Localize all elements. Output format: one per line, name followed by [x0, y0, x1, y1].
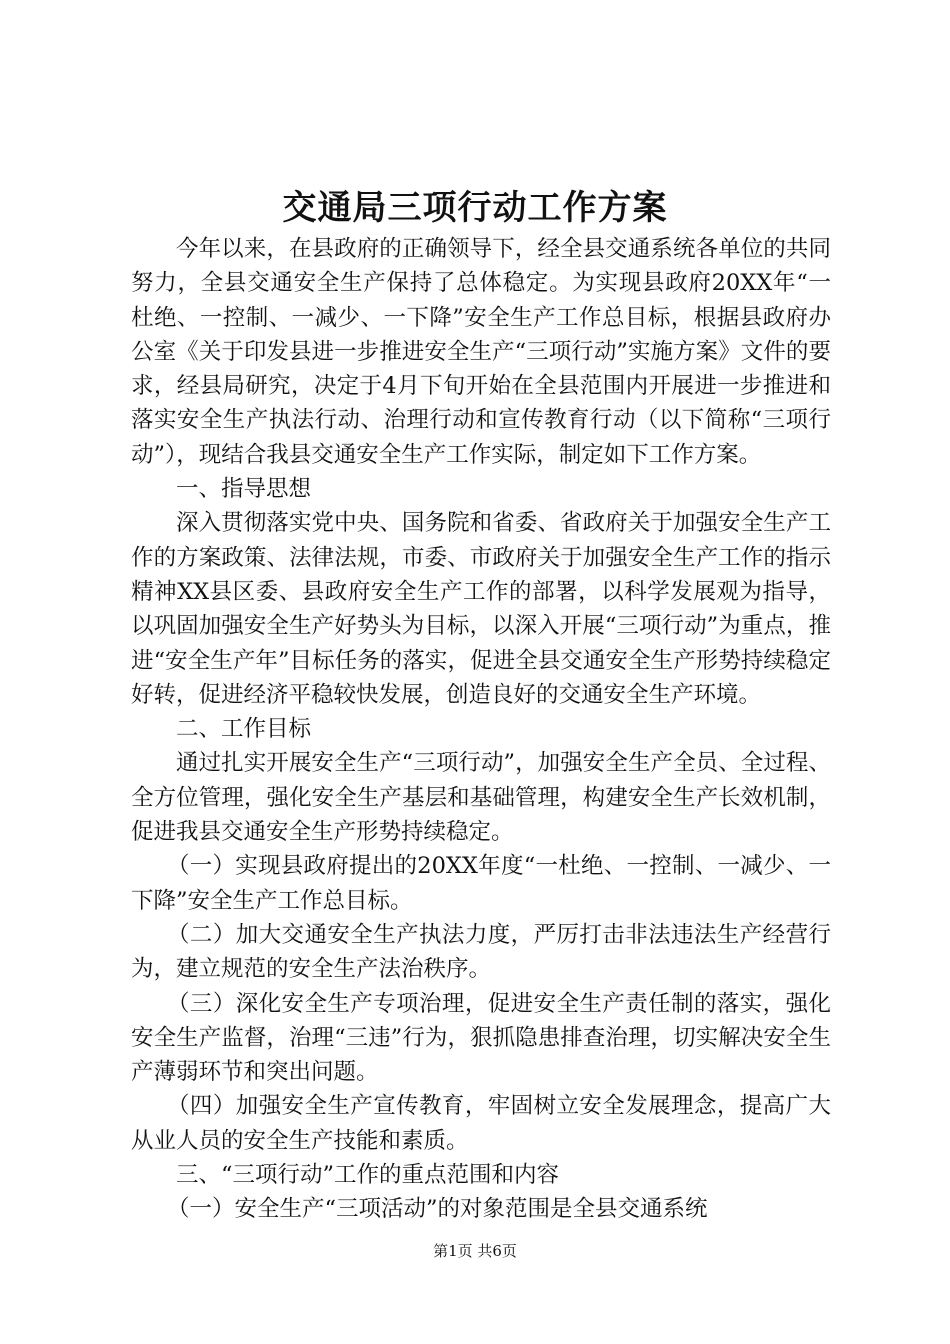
work-goals-paragraph: 通过扎实开展安全生产“三项行动”，加强安全生产全员、全过程、全方位管理，强化安全生产基层和基础管理，构建安全生产长效机制，促进我县交通安全生产形势持续稳定。	[131, 750, 831, 846]
goal-item-3: （三）深化安全生产专项治理，促进安全生产责任制的落实，强化安全生产监督，治理“三违”行为，狠抓隐患排查治理，切实解决安全生产薄弱环节和突出问题。	[131, 990, 831, 1086]
scope-item-1: （一）安全生产“三项活动”的对象范围是全县交通系统	[167, 1196, 708, 1223]
page-footer: 第1页 共6页	[433, 1242, 517, 1260]
goal-item-1: （一）实现县政府提出的20XX年度“一杜绝、一控制、一减少、一下降”安全生产工作总目标。	[131, 853, 831, 914]
document-title: 交通局三项行动工作方案	[282, 188, 668, 228]
goal-item-2: （二）加大交通安全生产执法力度，严厉打击非法违法生产经营行为，建立规范的安全生产法治秩序。	[131, 921, 831, 983]
guiding-ideology-paragraph: 深入贯彻落实党中央、国务院和省委、省政府关于加强安全生产工作的方案政策、法律法规，市委、市政府关于加强安全生产工作的指示精神XX县区委、县政府安全生产工作的部署，以科学发展观为指导，以巩固加强安全生产好势头为目标，以深入开展“三项行动”为重点，推进“安全生产年”目标任务的落实，促进全县交通安全生产形势持续稳定好转，促进经济平稳较快发展，创造良好的交通安全生产环境。	[131, 510, 831, 708]
section-heading-work-goals: 二、工作目标	[176, 716, 312, 743]
goal-item-4: （四）加强安全生产宣传教育，牢固树立安全发展理念，提高广大从业人员的安全生产技能和素质。	[131, 1093, 831, 1154]
section-heading-guiding-ideology: 一、指导思想	[176, 476, 312, 503]
section-heading-scope-content: 三、“三项行动”工作的重点范围和内容	[176, 1162, 560, 1189]
document-body	[131, 232, 831, 1227]
intro-paragraph: 今年以来，在县政府的正确领导下，经全县交通系统各单位的共同努力，全县交通安全生产保持了总体稳定。为实现县政府20XX年“一杜绝、一控制、一减少、一下降”安全生产工作总目标，根据县政府办公室《关于印发县进一步推进安全生产“三项行动”实施方案》文件的要求，经县局研究，决定于4月下旬开始在全县范围内开展进一步推进和落实安全生产执法行动、治理行动和宣传教育行动（以下简称“三项行动”），现结合我县交通安全生产工作实际，制定如下工作方案。	[131, 236, 831, 468]
